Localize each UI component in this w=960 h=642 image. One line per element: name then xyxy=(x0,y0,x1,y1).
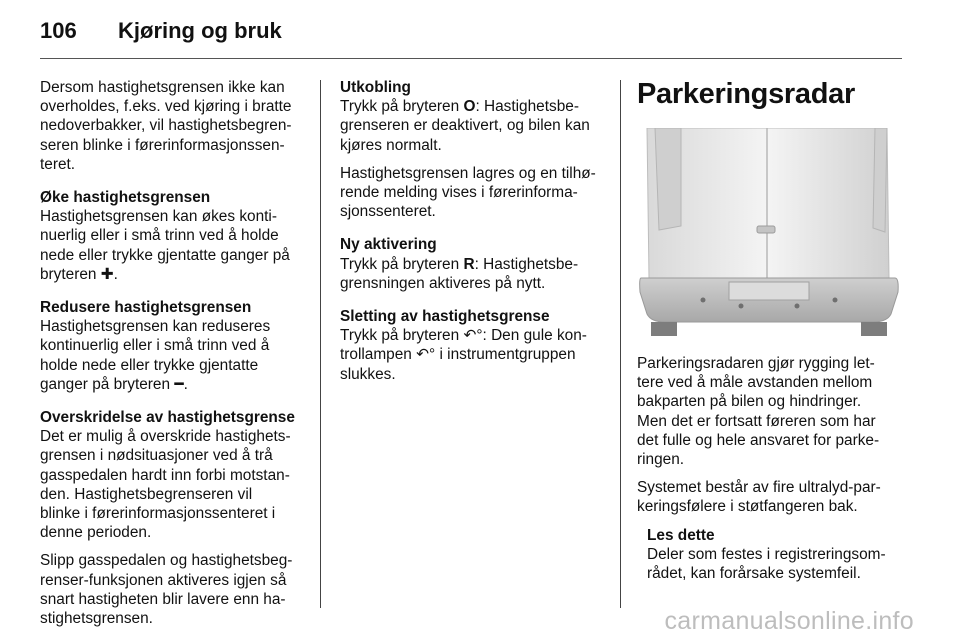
speed-limiter-icon: ↶° xyxy=(463,327,483,345)
van-rear-illustration xyxy=(637,128,901,336)
note-box: Les dette Deler som festes i registreringsom- rådet, kan forårsake systemfeil. xyxy=(647,526,907,584)
note-heading: Les dette xyxy=(647,526,715,544)
section-heading: Ny aktivering xyxy=(340,236,437,254)
column-middle xyxy=(340,78,608,393)
page-header xyxy=(40,14,902,54)
column-divider xyxy=(320,80,321,608)
override-paragraph-2: Slipp gasspedalen og hastighetsbeg- renser-funksjonen aktiveres igjen så snart hastigheten blir lavere enn ha- stighetsgrensen. xyxy=(40,552,293,628)
section-heading: Utkobling xyxy=(340,79,411,96)
circle-icon: O xyxy=(463,98,476,116)
column-divider xyxy=(620,80,621,608)
page-number: 106 xyxy=(40,18,77,43)
intro-paragraph: Dersom hastighetsgrensen ikke kan overholdes, f.eks. ved kjøring i bratte nedoverbakker, vil hastighetsbegren- seren blinke i førerinformasjonssen- teret. xyxy=(40,79,292,173)
section-heading: Overskridelse av hastighetsgrense xyxy=(40,409,295,427)
override-section: Overskridelse av hastighetsgrense Det er mulig å overskride hastighets- grensen i nødsituasjoner ved å trå gasspedalen hardt inn forbi motstan- den. Hastighetsbegrenseren vil blinke i førerinformasjonssenteret i denne perioden. xyxy=(40,408,308,542)
column-left xyxy=(40,78,308,637)
page-title: Kjøring og bruk xyxy=(118,18,282,43)
column-right xyxy=(637,78,907,592)
section-title: Parkeringsradar xyxy=(637,78,855,110)
increase-section: Øke hastighetsgrensen Hastighetsgrensen kan økes konti- nuerlig eller i små trinn ved å holde nede eller trykke gjentatte ganger på bryteren ✚. xyxy=(40,188,308,284)
section-heading: Sletting av hastighetsgrense xyxy=(340,308,550,326)
reduce-section: Redusere hastighetsgrensen Hastighetsgrensen kan reduseres kontinuerlig eller i små trinn ved å holde nede eller trykke gjentatte ganger på bryteren ━. xyxy=(40,298,308,394)
reactivate-section: Ny aktivering Trykk på bryteren R: Hastighetsbe- grensningen aktiveres på nytt. xyxy=(340,235,608,293)
minus-icon: ━ xyxy=(174,375,184,393)
header-divider xyxy=(40,58,902,59)
radar-paragraph-2: Systemet består av fire ultralyd-par- keringsfølere i støtfangeren bak. xyxy=(637,479,881,516)
disengage-paragraph-2: Hastighetsgrensen lagres og en tilhø- rende melding vises i førerinforma- sjonssenteret. xyxy=(340,164,596,221)
delete-section: Sletting av hastighetsgrense Trykk på bryteren ↶°: Den gule kon- trollampen ↶° i instrumentgruppen slukkes. xyxy=(340,307,608,384)
resume-icon: R xyxy=(463,255,475,273)
disengage-section: Utkobling Trykk på bryteren O: Hastighetsbe- grenseren er deaktivert, og bilen kan kjøres normalt. xyxy=(340,78,608,155)
radar-paragraph-1: Parkeringsradaren gjør rygging let- tere ved å måle avstanden mellom bakparten på bilen og hindringer. Men det er fortsatt føreren som har det fulle og hele ansvaret for parke- ringen. xyxy=(637,355,880,469)
section-heading: Redusere hastighetsgrensen xyxy=(40,299,252,317)
watermark: carmanualsonline.info xyxy=(664,607,914,635)
speed-limiter-icon: ↶° xyxy=(416,346,436,364)
section-heading: Øke hastighetsgrensen xyxy=(40,189,211,207)
plus-icon: ✚ xyxy=(100,265,114,283)
